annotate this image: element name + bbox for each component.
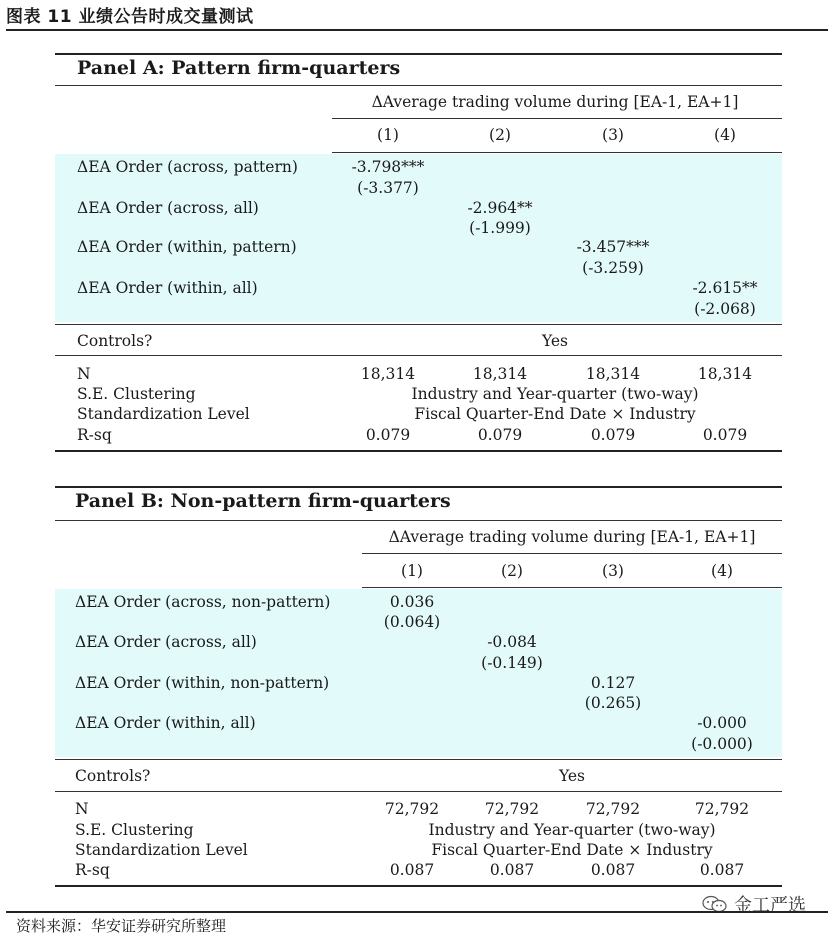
panel-b-rsq-1: 0.087 — [389, 861, 435, 879]
panel-a-n-1: 18,314 — [360, 365, 416, 383]
panel-a-std-value: Fiscal Quarter-End Date × Industry — [414, 405, 696, 423]
panel-b-row-3-coef: 0.127 — [590, 674, 636, 692]
panel-b-row-4-t: (-0.000) — [691, 735, 753, 753]
panel-b-row-3-t: (0.265) — [584, 694, 642, 712]
panel-a-se-value: Industry and Year-quarter (two-way) — [411, 385, 699, 403]
panel-b-header: ΔAverage trading volume during [EA-1, EA+1] — [388, 528, 756, 546]
watermark-text: 金工严选 — [734, 895, 806, 916]
panel-b-n-1: 72,792 — [384, 800, 440, 818]
panel-b-n-2: 72,792 — [484, 800, 540, 818]
panel-a-header: ΔAverage trading volume during [EA-1, EA+1] — [371, 93, 739, 111]
bottom-rule — [6, 911, 828, 913]
panel-a-row-4-label: ΔEA Order (within, all) — [77, 279, 258, 297]
panel-b-row-4-label: ΔEA Order (within, all) — [75, 714, 256, 732]
panel-b-row-1-label: ΔEA Order (across, non-pattern) — [75, 593, 331, 611]
panel-b-row-2-label: ΔEA Order (across, all) — [75, 633, 257, 651]
panel-a-n-4: 18,314 — [697, 365, 753, 383]
panel-a-top-rule — [55, 53, 782, 55]
panel-b-row-4-coef: -0.000 — [697, 714, 747, 732]
panel-a-title: Panel A: Pattern firm-quarters — [77, 57, 401, 79]
panel-b-std-label: Standardization Level — [75, 841, 248, 859]
panel-b-col-4: (4) — [711, 562, 733, 580]
panel-b-header-rule — [362, 553, 782, 554]
panel-b-se-value: Industry and Year-quarter (two-way) — [428, 821, 716, 839]
figure-title: 图表 11 业绩公告时成交量测试 — [6, 7, 254, 27]
panel-b-body-rule — [55, 759, 782, 760]
panel-a-row-1-coef: -3.798*** — [351, 158, 425, 176]
panel-a-row-4-coef: -2.615** — [692, 279, 758, 297]
panel-b-bottom-rule — [55, 885, 782, 887]
panel-a-row-2-label: ΔEA Order (across, all) — [77, 199, 259, 217]
panel-a-n-2: 18,314 — [472, 365, 528, 383]
panel-a-colhead-rule — [332, 152, 782, 153]
panel-b-n-label: N — [75, 800, 89, 818]
panel-a-se-label: S.E. Clustering — [77, 385, 196, 403]
watermark — [702, 891, 806, 917]
panel-a-row-4-t: (-2.068) — [694, 300, 756, 318]
panel-b-std-value: Fiscal Quarter-End Date × Industry — [431, 841, 713, 859]
panel-b-row-3-label: ΔEA Order (within, non-pattern) — [75, 674, 330, 692]
panel-b-n-3: 72,792 — [585, 800, 641, 818]
panel-b-rsq-4: 0.087 — [699, 861, 745, 879]
panel-a-rsq-1: 0.079 — [365, 426, 411, 444]
panel-a-row-2-coef: -2.964** — [467, 199, 533, 217]
panel-a-row-2-t: (-1.999) — [469, 219, 531, 237]
panel-a-row-3-coef: -3.457*** — [576, 238, 650, 256]
panel-b-colhead-rule — [362, 587, 782, 588]
panel-b-n-4: 72,792 — [694, 800, 750, 818]
panel-b-title-rule — [55, 520, 782, 521]
panel-a-n-3: 18,314 — [585, 365, 641, 383]
panel-a-col-4: (4) — [714, 126, 736, 144]
panel-a-col-2: (2) — [489, 126, 511, 144]
panel-a-col-1: (1) — [377, 126, 399, 144]
panel-b-controls-value: Yes — [558, 767, 586, 785]
panel-b-col-3: (3) — [602, 562, 624, 580]
panel-a-title-rule — [55, 85, 782, 86]
panel-a-rsq-label: R-sq — [77, 426, 112, 444]
panel-a-rsq-4: 0.079 — [702, 426, 748, 444]
panel-b-controls-label: Controls? — [75, 767, 151, 785]
panel-a-row-3-label: ΔEA Order (within, pattern) — [77, 238, 297, 256]
panel-a-row-3-t: (-3.259) — [582, 259, 644, 277]
panel-a-body-rule — [55, 324, 782, 325]
panel-b-rsq-label: R-sq — [75, 861, 110, 879]
panel-a-controls-value: Yes — [541, 332, 569, 350]
panel-a-rsq-2: 0.079 — [477, 426, 523, 444]
panel-a-col-3: (3) — [602, 126, 624, 144]
panel-b-col-2: (2) — [501, 562, 523, 580]
panel-a-bottom-rule — [55, 450, 782, 452]
panel-b-col-1: (1) — [401, 562, 423, 580]
source-note: 资料来源：华安证券研究所整理 — [16, 917, 227, 935]
panel-a-row-1-label: ΔEA Order (across, pattern) — [77, 158, 298, 176]
panel-b-row-1-coef: 0.036 — [389, 593, 435, 611]
panel-b-row-2-coef: -0.084 — [487, 633, 537, 651]
panel-b-rsq-3: 0.087 — [590, 861, 636, 879]
panel-a-row-1-t: (-3.377) — [357, 179, 419, 197]
panel-a-controls-rule — [55, 355, 782, 356]
top-rule — [6, 29, 828, 31]
panel-a — [55, 53, 782, 453]
panel-b-rsq-2: 0.087 — [489, 861, 535, 879]
panel-b-title: Panel B: Non-pattern firm-quarters — [75, 490, 451, 512]
panel-b — [55, 486, 782, 888]
panel-b-controls-rule — [55, 791, 782, 792]
panel-a-std-label: Standardization Level — [77, 405, 250, 423]
panel-a-n-label: N — [77, 365, 91, 383]
panel-a-rsq-3: 0.079 — [590, 426, 636, 444]
panel-b-top-rule — [55, 486, 782, 488]
panel-b-row-1-t: (0.064) — [383, 613, 441, 631]
panel-b-row-2-t: (-0.149) — [481, 654, 543, 672]
panel-a-controls-label: Controls? — [77, 332, 153, 350]
panel-b-se-label: S.E. Clustering — [75, 821, 194, 839]
panel-a-header-rule — [332, 118, 782, 119]
